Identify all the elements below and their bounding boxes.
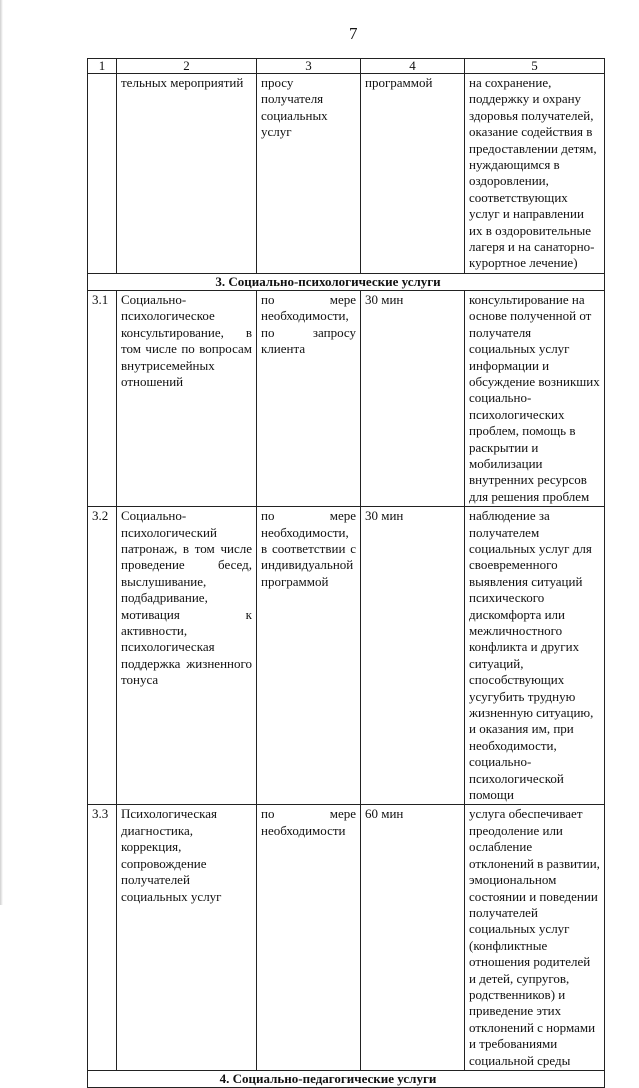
header-row bbox=[88, 59, 605, 74]
service-condition: по мере необходимости, в соответствии с индивидуальной программой bbox=[257, 507, 361, 805]
row-number: 3.1 bbox=[88, 290, 117, 506]
column-header-4: 4 bbox=[361, 59, 465, 74]
service-duration: 30 мин bbox=[361, 507, 465, 805]
column-header-1: 1 bbox=[88, 59, 117, 74]
services-table bbox=[87, 58, 605, 1088]
service-condition: по мере необходимости, по запросу клиента bbox=[257, 290, 361, 506]
section-header-4 bbox=[88, 1070, 605, 1087]
column-header-5: 5 bbox=[465, 59, 605, 74]
table-row-3-3 bbox=[88, 805, 605, 1071]
scan-edge bbox=[0, 0, 3, 905]
row-number bbox=[88, 74, 117, 274]
table-row-continuation bbox=[88, 74, 605, 274]
service-name: тельных мероприятий bbox=[117, 74, 257, 274]
column-header-2: 2 bbox=[117, 59, 257, 74]
service-description: консультирование на основе полученной от получателя социальных услуг информации и обсуждение возникших социально-психологических проблем, помощь в раскрытии и мобилизации внутренних ресурсов для решения проблем bbox=[465, 290, 605, 506]
section-title: 4. Социально-педагогические услуги bbox=[219, 1070, 437, 1086]
service-condition: по мере необходимости bbox=[257, 805, 361, 1071]
service-description: наблюдение за получателем социальных услуг для своевременного выявления ситуаций психического дискомфорта или межличностного конфликта и других ситуаций, способствующих усугубить трудную жизненную ситуацию, и оказания им, при необходимости, социально-психологической помощи bbox=[465, 507, 605, 805]
service-duration: 30 мин bbox=[361, 290, 465, 506]
service-name: Психологическая диагностика, коррекция, сопровождение получателей социальных услуг bbox=[117, 805, 257, 1071]
table-row-3-1 bbox=[88, 290, 605, 506]
section-header-3 bbox=[88, 273, 605, 290]
service-duration: программой bbox=[361, 74, 465, 274]
service-description: на сохранение, поддержку и охрану здоровья получателей, оказание содействия в предоставлении детям, нуждающимся в оздоровлении, соответствующих услуг и направлении их в оздоровительные лагеря и на санаторно-курортное лечение) bbox=[465, 74, 605, 274]
section-title: 3. Социально-психологические услуги bbox=[215, 273, 441, 289]
service-description: услуга обеспечивает преодоление или ослабление отклонений в развитии, эмоциональном состоянии и поведении получателей социальных услуг (конфликтные отношения родителей и детей, супругов, родственников) и приведение этих отклонений с нормами и требованиями социальной среды bbox=[465, 805, 605, 1071]
service-name: Социально-психологический патронаж, в том числе проведение бесед, выслушивание, подбадривание, мотивация к активности, психологическая поддержка жизненного тонуса bbox=[117, 507, 257, 805]
row-number: 3.3 bbox=[88, 805, 117, 1071]
service-condition: просу получателя социальных услуг bbox=[257, 74, 361, 274]
table-row-3-2 bbox=[88, 507, 605, 805]
service-name: Социально-психологическое консультирование, в том числе по вопросам внутрисемейных отношений bbox=[117, 290, 257, 506]
page-number: 7 bbox=[349, 24, 358, 43]
column-header-3: 3 bbox=[257, 59, 361, 74]
row-number: 3.2 bbox=[88, 507, 117, 805]
service-duration: 60 мин bbox=[361, 805, 465, 1071]
